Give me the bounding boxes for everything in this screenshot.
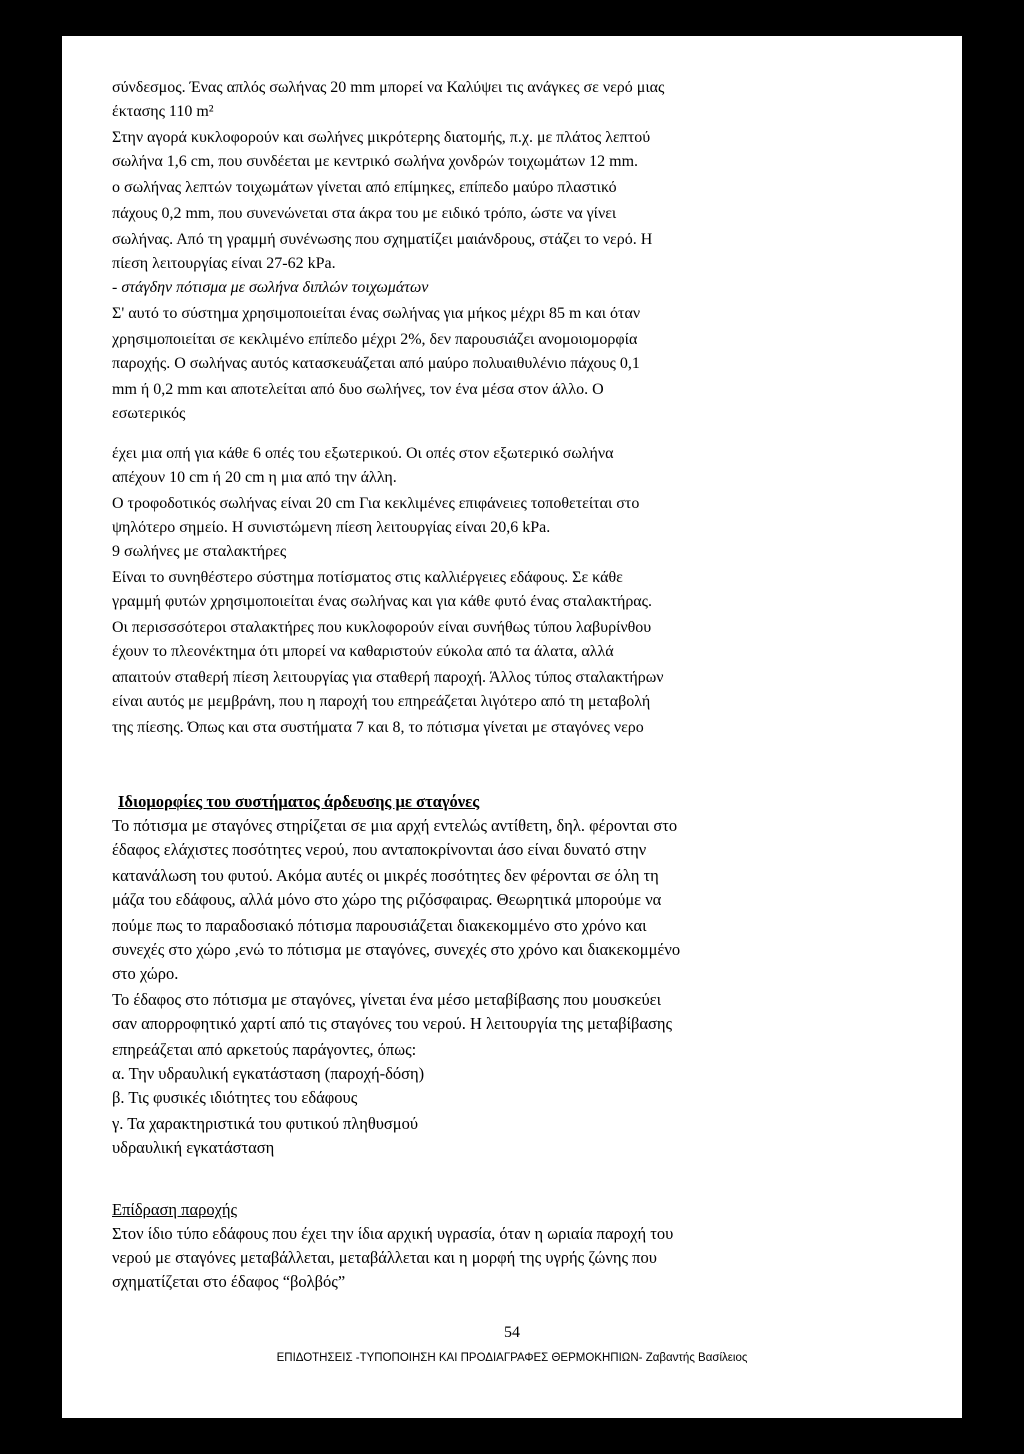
text-line: Το έδαφος στο πότισμα με σταγόνες, γίνεται ένα μέσο μεταβίβασης που μουσκεύει: [112, 990, 662, 1009]
text-line: συνεχές στο χώρο ,ενώ το πότισμα με σταγόνες, συνεχές στο χρόνο και διακεκομμένο: [112, 940, 681, 959]
text-line: Ο τροφοδοτικός σωλήνας είναι 20 cm Για κεκλιμένες επιφάνειες τοποθετείται στο: [112, 495, 640, 512]
text-line: απέχουν 10 cm ή 20 cm η μια από την άλλη.: [112, 469, 397, 486]
text-line: σαν απορροφητικό χαρτί από τις σταγόνες του νερού. Η λειτουργία της μεταβίβασης: [112, 1014, 673, 1033]
text-line: υδραυλική εγκατάσταση: [112, 1138, 275, 1157]
text-line: Σ' αυτό το σύστημα χρησιμοποιείται ένας σωλήνας για μήκος μέχρι 85 m και όταν: [112, 305, 641, 322]
document-page: [62, 36, 962, 1418]
page-footer: ΕΠΙΔΟΤΗΣΕΙΣ -ΤΥΠΟΠΟΙΗΣΗ ΚΑΙ ΠΡΟΔΙΑΓΡΑΦΕΣ ΘΕΡΜΟΚΗΠΙΩΝ- Ζαβαντής Βασίλειος: [276, 1352, 748, 1364]
text-line: Είναι το συνηθέστερο σύστημα ποτίσματος στις καλλιέργειες εδάφους. Σε κάθε: [112, 569, 623, 586]
text-line: κατανάλωση του φυτού. Ακόμα αυτές οι μικρές ποσότητες δεν φέρονται σε όλη τη: [112, 866, 659, 885]
text-line: ψηλότερο σημείο. Η συνιστώμενη πίεση λειτουργίας είναι 20,6 kPa.: [112, 519, 551, 536]
text-line: πίεση λειτουργίας είναι 27-62 kPa.: [112, 255, 336, 272]
text-line: έκτασης 110 m²: [112, 103, 214, 120]
text-line: Οι περισσσότεροι σταλακτήρες που κυκλοφορούν είναι συνήθως τύπου λαβυρίνθου: [112, 619, 652, 636]
text-line: mm ή 0,2 mm και αποτελείται από δυο σωλήνες, τον ένα μέσα στον άλλο. Ο: [112, 381, 604, 398]
text-line: ο σωλήνας λεπτών τοιχωμάτων γίνεται από επίμηκες, επίπεδο μαύρο πλαστικό: [112, 179, 617, 196]
text-line: απαιτούν σταθερή πίεση λειτουργίας για σταθερή παροχή. Άλλος τύπος σταλακτήρων: [112, 669, 664, 686]
text-line: της πίεσης. Όπως και στα συστήματα 7 και 8, το πότισμα γίνεται με σταγόνες νερο: [112, 719, 644, 736]
text-line: εσωτερικός: [112, 405, 186, 422]
text-line: στο χώρο.: [112, 964, 179, 983]
text-line: Στον ίδιο τύπο εδάφους που έχει την ίδια αρχική υγρασία, όταν η ωριαία παροχή του: [112, 1224, 674, 1243]
text-line: παροχής. Ο σωλήνας αυτός κατασκευάζεται από μαύρο πολυαιθυλένιο πάχους 0,1: [112, 355, 640, 372]
text-line: Στην αγορά κυκλοφορούν και σωλήνες μικρότερης διατομής, π.χ. με πλάτος λεπτού: [112, 129, 651, 146]
text-line: έχει μια οπή για κάθε 6 οπές του εξωτερικού. Οι οπές στον εξωτερικό σωλήνα: [112, 445, 614, 462]
subheading: - στάγδην πότισμα με σωλήνα διπλών τοιχωμάτων: [112, 279, 429, 296]
text-line: επηρεάζεται από αρκετούς παράγοντες, όπως:: [112, 1040, 417, 1059]
text-line: πούμε πως το παραδοσιακό πότισμα παρουσιάζεται διακεκομμένο στο χρόνο και: [112, 916, 647, 935]
text-line: χρησιμοποιείται σε κεκλιμένο επίπεδο μέχρι 2%, δεν παρουσιάζει ανομοιομορφία: [112, 331, 638, 348]
list-item: β. Τις φυσικές ιδιότητες του εδάφους: [112, 1088, 358, 1107]
text-line: γραμμή φυτών χρησιμοποιείται ένας σωλήνας και για κάθε φυτό ένας σταλακτήρας.: [112, 593, 653, 610]
page-number: 54: [504, 1324, 520, 1341]
text-line: μάζα του εδάφους, αλλά μόνο στο χώρο της ριζόσφαιρας. Θεωρητικά μπορούμε να: [112, 890, 662, 909]
text-line: έδαφος ελάχιστες ποσότητες νερού, που ανταποκρίνονται άσο είναι δυνατό στην: [112, 840, 647, 859]
text-line: σχηματίζεται στο έδαφος “βολβός”: [112, 1272, 346, 1291]
text-line: Το πότισμα με σταγόνες στηρίζεται σε μια αρχή εντελώς αντίθετη, δηλ. φέρονται στο: [112, 816, 678, 835]
text-line: έχουν το πλεονέκτημα ότι μπορεί να καθαριστούν εύκολα από τα άλατα, αλλά: [112, 643, 614, 660]
text-line: είναι αυτός με μεμβράνη, που η παροχή του επηρεάζεται λιγότερο από τη μεταβολή: [112, 693, 651, 710]
section-heading: Ιδιομορφίες του συστήματος άρδευσης με σταγόνες: [118, 792, 480, 811]
list-item: α. Την υδραυλική εγκατάσταση (παροχή-δόση): [112, 1064, 425, 1083]
text-line: σωλήνα 1,6 cm, που συνδέεται με κεντρικό σωλήνα χονδρών τοιχωμάτων 12 mm.: [112, 153, 639, 170]
text-line: 9 σωλήνες με σταλακτήρες: [112, 543, 287, 560]
text-line: νερού με σταγόνες μεταβάλλεται, μεταβάλλεται και η μορφή της υγρής ζώνης που: [112, 1248, 657, 1267]
text-line: πάχους 0,2 mm, που συνενώνεται στα άκρα του με ειδικό τρόπο, ώστε να γίνει: [112, 205, 617, 222]
list-item: γ. Τα χαρακτηριστικά του φυτικού πληθυσμού: [112, 1114, 419, 1133]
text-line: σωλήνας. Από τη γραμμή συνένωσης που σχηματίζει μαιάνδρους, στάζει το νερό. Η: [112, 231, 653, 248]
section-heading: Επίδραση παροχής: [112, 1200, 238, 1219]
text-line: σύνδεσμος. Ένας απλός σωλήνας 20 mm μπορεί να Καλύψει τις ανάγκες σε νερό μιας: [112, 79, 665, 96]
